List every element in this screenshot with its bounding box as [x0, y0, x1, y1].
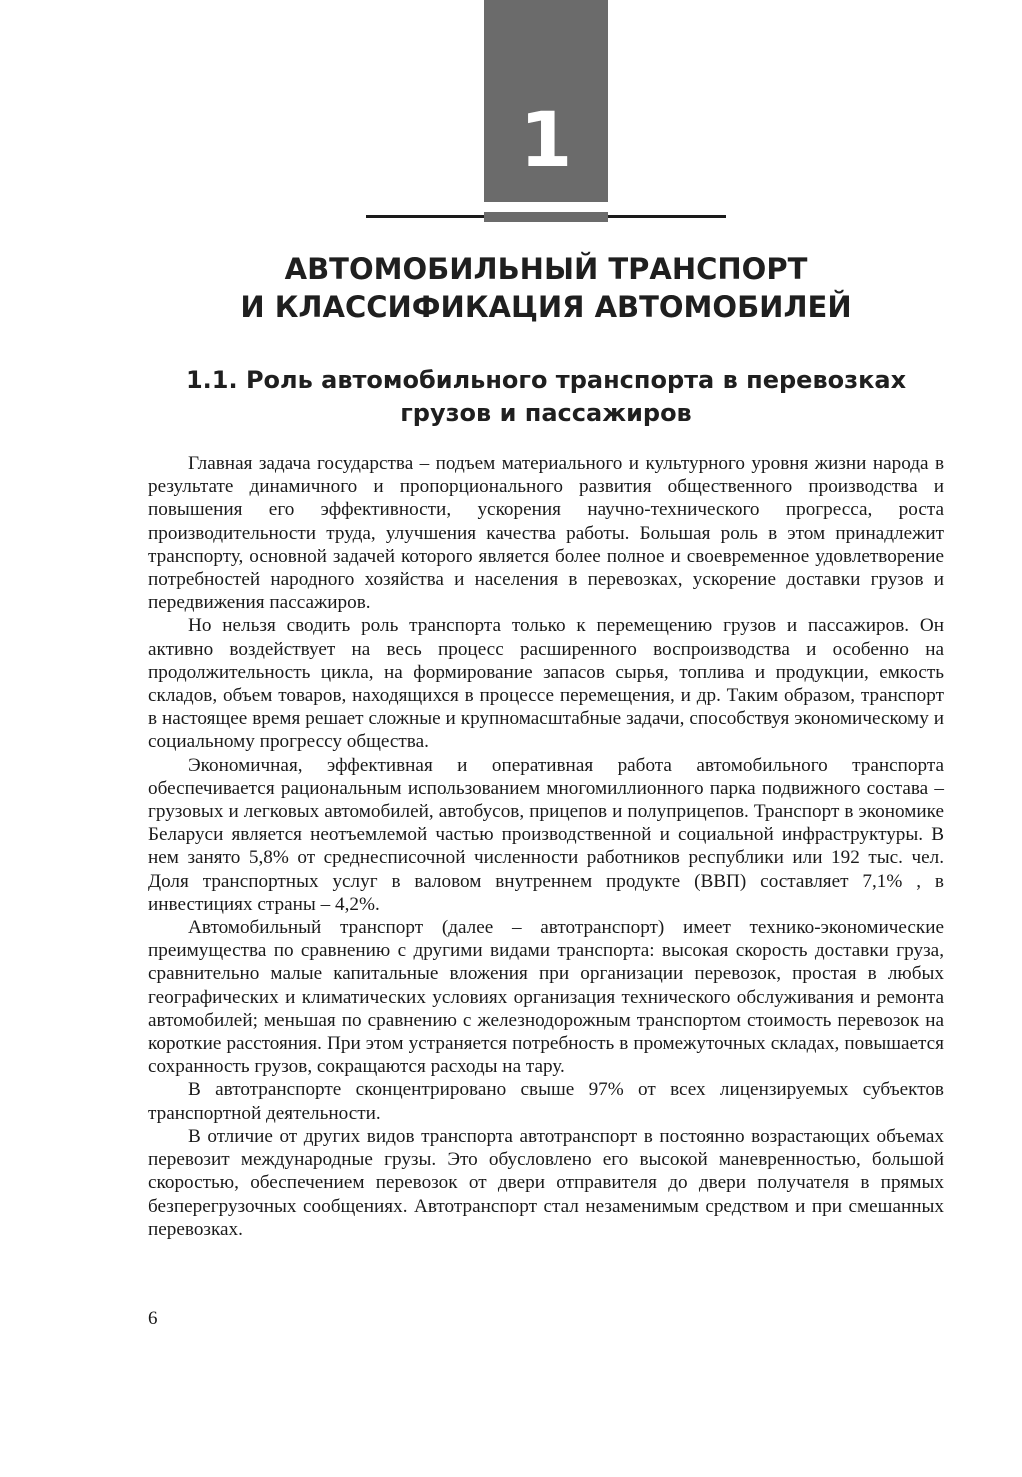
paragraph: В автотранспорте сконцентрировано свыше 97% от всех лицензируемых субъектов транспортной деятельности. — [148, 1079, 944, 1124]
chapter-number: 1 — [519, 95, 573, 184]
paragraph: Но нельзя сводить роль транспорта только к перемещению грузов и пассажиров. Он активно воздействует на весь процесс расширенного воспроизводства и особенно на продолжительность цикла, на формирование запасов сырья, топлива и продукции, емкость складов, объем товаров, находящихся в процессе перемещения, и др. Таким образом, транспорт в настоящее время решает сложные и крупномасштабные задачи, способствуя экономическому и социальному прогрессу общества. — [148, 615, 944, 753]
chapter-title — [150, 250, 942, 326]
page-number: 6 — [148, 1308, 158, 1329]
section-title-line-1: 1.1. Роль автомобильного транспорта в перевозках — [185, 366, 907, 394]
chapter-title-line-1: АВТОМОБИЛЬНЫЙ ТРАНСПОРТ — [284, 252, 808, 286]
chapter-rule-tab — [484, 212, 608, 222]
paragraph: В отличие от других видов транспорта автотранспорт в постоянно возрастающих объемах перевозит международные грузы. Это обусловлено его высокой маневренностью, большой скоростью, обеспечением перевозок от двери отправителя до двери получателя в прямых безперегрузочных сообщениях. Автотранспорт стал незаменимым средством и при смешанных перевозках. — [148, 1125, 944, 1240]
paragraph: Автомобильный транспорт (далее – автотранспорт) имеет технико-экономические преимущества по сравнению с другими видами транспорта: высокая скорость доставки груза, сравнительно малые капитальные вложения при организации перевозок, простая в любых географических и климатических условиях организация технического обслуживания и ремонта автомобилей; меньшая по сравнению с железнодорожным транспортом стоимость перевозок на короткие расстояния. При этом устраняется потребность в промежуточных складах, повышается сохранность грузов, сокращаются расходы на тару. — [148, 917, 944, 1078]
paragraph: Экономичная, эффективная и оперативная работа автомобильного транспорта обеспечивается рациональным использованием многомиллионного парка подвижного состава – грузовых и легковых автомобилей, автобусов, прицепов и полуприцепов. Транспорт в экономике Беларуси является неотъемлемой частью производственной и социальной инфраструктуры. В нем занято 5,8% от среднесписочной численности работников республики или 192 тыс. чел. Доля транспортных услуг в валовом внутреннем продукте (ВВП) составляет 7,1% , в инвестициях страны – 4,2%. — [148, 754, 944, 915]
chapter-title-line-2: И КЛАССИФИКАЦИЯ АВТОМОБИЛЕЙ — [240, 290, 852, 324]
section-title-line-2: грузов и пассажиров — [400, 399, 692, 427]
section-title — [150, 364, 942, 430]
chapter-number-block — [484, 0, 608, 202]
body-text — [148, 452, 944, 1241]
paragraph: Главная задача государства – подъем материального и культурного уровня жизни народа в результате динамичного и пропорционального развития общественного производства и повышения его эффективности, ускорения научно-технического прогресса, роста производительности труда, улучшения качества работы. Большая роль в этом принадлежит транспорту, основной задачей которого является более полное и своевременное удовлетворение потребностей народного хозяйства и населения в перевозках, ускорение доставки грузов и передвижения пассажиров. — [148, 453, 944, 614]
